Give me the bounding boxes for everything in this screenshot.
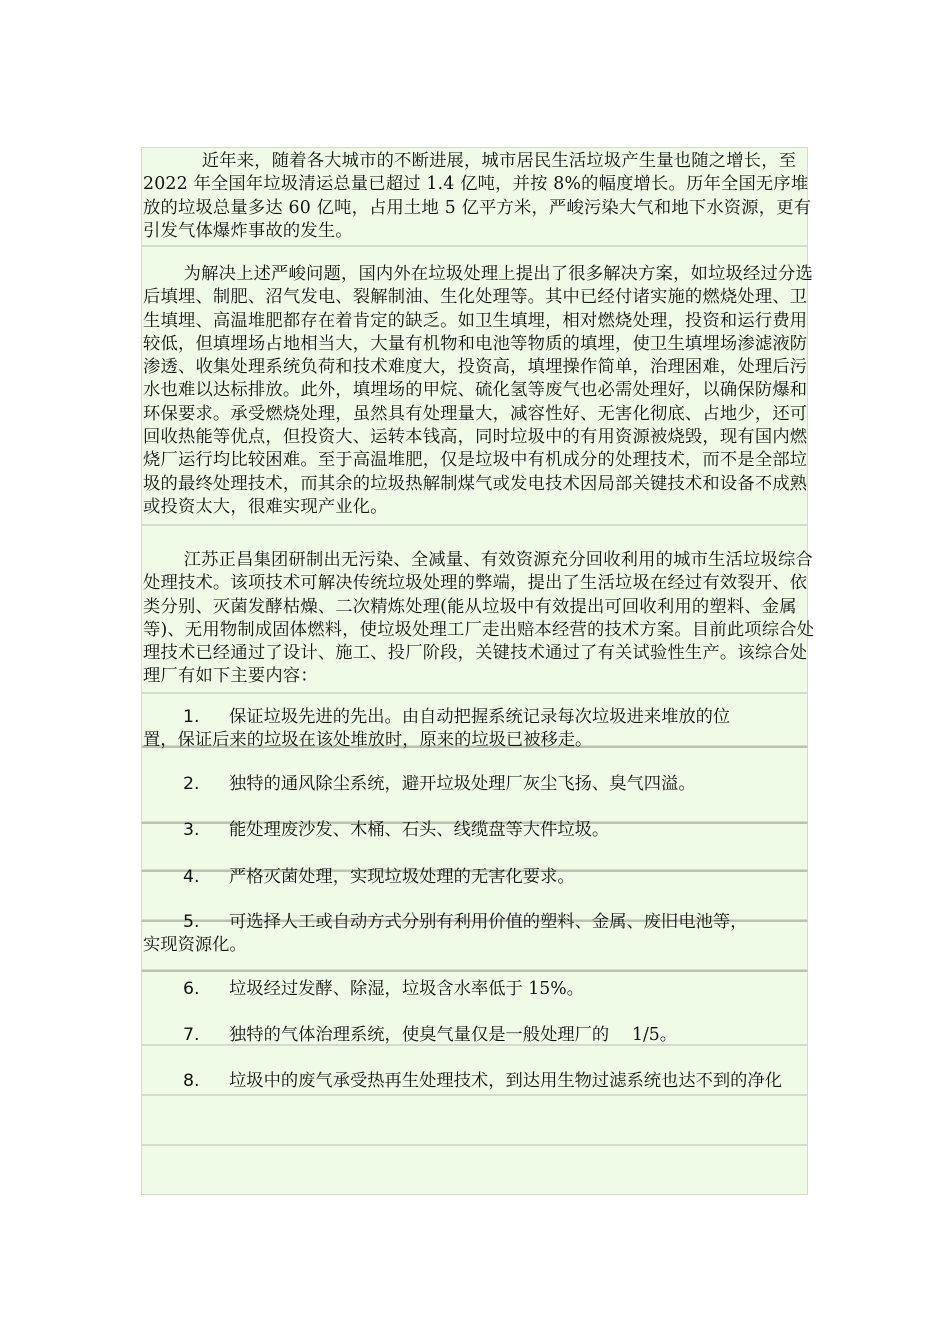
solution-paragraph: 江苏正昌集团研制出无污染、全减量、有效资源充分回收利用的城市生活垃圾综合处理技术。该项技术可解决传统垃圾处理的弊端，提出了生活垃圾在经过有效裂开、依类分别、灭菌发酵枯燥、二次精炼处理(能从垃圾中有效提出可回收利用的塑料、金属等)、无用物制成固体燃料，使垃圾处理工厂走出赔本经营的技术方案。目前此项综合处理技术已经通过了设计、施工、投厂阶段，关键技术通过了有关试验性生产。该综合处理厂有如下主要内容： <box>143 550 815 687</box>
list-item-text: 能处理废沙发、木桶、石头、线缆盘等大件垃圾。 <box>229 820 610 840</box>
list-item-text: 可选择人工或自动方式分别有利用价值的塑料、金属、废旧电池等， <box>229 912 748 932</box>
list-item-text: 保证垃圾先进的先出。由自动把握系统记录每次垃圾进来堆放的位 <box>229 707 731 727</box>
list-item <box>143 819 823 842</box>
list-item-number: 2. <box>183 774 200 794</box>
list-item-number: 7. <box>183 1025 200 1045</box>
list-item-text: 垃圾中的废气承受热再生处理技术，到达用生物过滤系统也达不到的净化 <box>229 1071 783 1091</box>
problem-paragraph: 为解决上述严峻问题，国内外在垃圾处理上提出了很多解决方案，如垃圾经过分选后填埋、制肥、沼气发电、裂解制油、生化处理等。其中已经付诸实施的燃烧处理、卫生填埋、高温堆肥都存在着肯定的缺乏。如卫生填埋，相对燃烧处理，投资和运行费用较低，但填埋场占地相当大，大量有机物和电池等物质的填埋，使卫生填埋场渗滤液防渗透、收集处理系统负荷和技术难度大，投资高，填埋操作简单，治理困难，处理后污水也难以达标排放。此外，填埋场的甲烷、硫化氢等废气也必需处理好，以确保防爆和环保要求。承受燃烧处理，虽然具有处理量大，减容性好、无害化彻底、占地少，还可回收热能等优点，但投资大、运转本钱高，同时垃圾中的有用资源被烧毁，现有国内燃烧厂运行均比较困难。至于高温堆肥，仅是垃圾中有机成分的处理技术，而不是全部垃圾的最终处理技术，而其余的垃圾热解制煤气或发电技术因局部关键技术和设备不成熟或投资太大，很难实现产业化。 <box>143 264 813 517</box>
list-item <box>143 1024 823 1047</box>
list-item-text: 独特的通风除尘系统，避开垃圾处理厂灰尘飞扬、臭气四溢。 <box>229 774 696 794</box>
intro-paragraph: 近年来，随着各大城市的不断进展，城市居民生活垃圾产生量也随之增长，至 2022 年全国年垃圾清运总量已超过 1.4 亿吨，并按 8%的幅度增长。历年全国无序堆放的垃圾总量多达 60 亿吨，占用土地 5 亿平方米，严峻污染大气和地下水资源，更有引发气体爆炸事故的发生。 <box>143 151 812 241</box>
list-item-text: 独特的气体治理系统，使臭气量仅是一般处理厂的 1/5。 <box>229 1025 678 1045</box>
list-item <box>143 773 823 796</box>
list-item-continuation: 置，保证后来的垃圾在该处堆放时，原来的垃圾已被移走。 <box>143 730 593 751</box>
list-item-text: 严格灭菌处理，实现垃圾处理的无害化要求。 <box>229 867 575 887</box>
list-item-number: 5. <box>183 912 200 932</box>
table-cell <box>141 1095 808 1145</box>
table-cell <box>141 1145 808 1195</box>
list-item <box>143 978 823 1001</box>
list-item <box>143 866 823 889</box>
list-item-number: 6. <box>183 979 200 999</box>
list-item-number: 1. <box>183 707 200 727</box>
list-item <box>143 911 823 958</box>
list-item <box>143 1070 823 1093</box>
list-item-number: 8. <box>183 1071 200 1091</box>
list-item-text: 垃圾经过发酵、除湿，垃圾含水率低于 15%。 <box>229 979 584 999</box>
list-item-number: 4. <box>183 867 200 887</box>
list-item <box>143 706 823 753</box>
list-item-continuation: 实现资源化。 <box>143 935 247 956</box>
list-item-number: 3. <box>183 820 200 840</box>
